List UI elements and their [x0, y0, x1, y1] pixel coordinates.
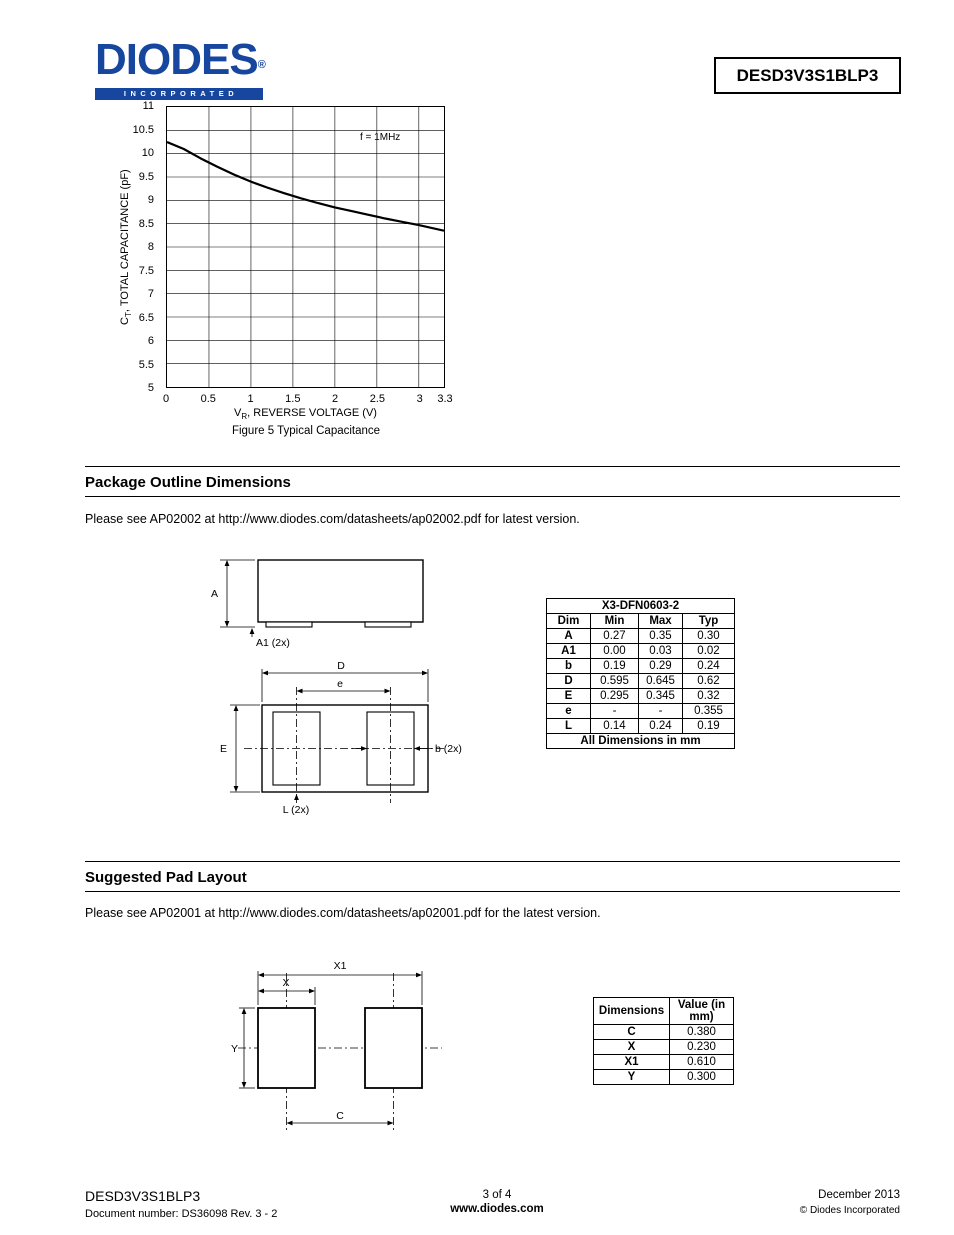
dim-label-X1: X1: [333, 960, 347, 972]
min-cell: -: [591, 704, 639, 719]
pad-layout-table: [593, 997, 734, 1085]
section-title-pad-layout: Suggested Pad Layout: [85, 869, 247, 886]
col-header-dim: Dim: [547, 614, 591, 629]
chart-x-tick-labels: [162, 393, 453, 407]
min-cell: 0.00: [591, 644, 639, 659]
dimension-A1: [250, 628, 255, 637]
dim-label-b: b (2x): [435, 743, 462, 755]
min-cell: 0.295: [591, 689, 639, 704]
max-cell: 0.645: [639, 674, 683, 689]
footer-part-number: DESD3V3S1BLP3: [85, 1188, 201, 1204]
max-cell: 0.24: [639, 719, 683, 734]
dimension-A: [220, 560, 255, 627]
y-tick-label: 10: [141, 147, 154, 159]
table-header-row: [547, 614, 735, 629]
col-header-dimensions: Dimensions: [594, 998, 670, 1025]
pad-dim-cell: X: [594, 1040, 670, 1055]
table-row: [594, 1070, 734, 1085]
y-tick-label: 5.5: [138, 358, 154, 371]
ylabel-sub: T: [124, 312, 134, 317]
diodes-logo: [95, 35, 265, 100]
pad-value-cell: 0.300: [670, 1070, 734, 1085]
dim-label-e: e: [337, 678, 343, 690]
y-tick-label: 6: [147, 335, 154, 347]
dim-label-A: A: [210, 588, 218, 600]
x-tick-label: 0.5: [200, 393, 216, 405]
table-row: [547, 629, 735, 644]
package-outline-note: Please see AP02002 at http://www.diodes.com/datasheets/ap02002.pdf for latest version.: [85, 512, 580, 526]
max-cell: 0.29: [639, 659, 683, 674]
dim-cell: A: [547, 629, 591, 644]
part-number-box: DESD3V3S1BLP3: [714, 57, 901, 94]
chart-plot-area: [166, 106, 445, 388]
typ-cell: 0.62: [683, 674, 735, 689]
logo-text: DIODES: [95, 35, 258, 84]
dim-label-Y: Y: [230, 1043, 238, 1055]
logo-wordmark: [95, 35, 265, 87]
xlabel-sub: R: [241, 412, 248, 422]
xlabel-prefix: V: [234, 407, 242, 419]
registered-mark: ®: [257, 59, 265, 71]
pad-value-cell: 0.380: [670, 1025, 734, 1040]
min-cell: 0.14: [591, 719, 639, 734]
bottom-view: [244, 687, 446, 803]
section-pad-layout: [85, 861, 900, 892]
typ-cell: 0.24: [683, 659, 735, 674]
footer-copyright: © Diodes Incorporated: [799, 1205, 900, 1216]
left-pad: [258, 1008, 315, 1088]
y-tick-label: 9.5: [138, 170, 154, 183]
pad-layout-note: Please see AP02001 at http://www.diodes.com/datasheets/ap02001.pdf for the latest version.: [85, 906, 601, 920]
dim-cell: b: [547, 659, 591, 674]
typ-cell: 0.32: [683, 689, 735, 704]
table-row: [547, 659, 735, 674]
pad-dim-cell: Y: [594, 1070, 670, 1085]
col-header-max: Max: [639, 614, 683, 629]
table-row: [547, 644, 735, 659]
ylabel-prefix: C: [118, 316, 131, 325]
y-tick-label: 7: [147, 288, 154, 300]
footer-website: www.diodes.com: [450, 1203, 544, 1215]
dim-label-D: D: [337, 660, 345, 672]
y-tick-label: 10.5: [132, 123, 154, 136]
table-header-row: [594, 998, 734, 1025]
pad-dim-cell: C: [594, 1025, 670, 1040]
right-pad: [365, 1008, 422, 1088]
dim-cell: L: [547, 719, 591, 734]
max-cell: 0.345: [639, 689, 683, 704]
table-row: [547, 689, 735, 704]
package-outline-dim-table: [546, 598, 735, 749]
dimension-L: [294, 794, 299, 800]
min-cell: 0.595: [591, 674, 639, 689]
table-row: [547, 674, 735, 689]
footer-page-number: 3 of 4: [482, 1189, 512, 1201]
dim-label-E: E: [219, 743, 227, 755]
min-cell: 0.27: [591, 629, 639, 644]
pad-layout-drawing: [230, 953, 490, 1143]
x-tick-label: 2.5: [369, 393, 385, 405]
pad-dim-cell: X1: [594, 1055, 670, 1070]
typ-cell: 0.355: [683, 704, 735, 719]
footer-right: [800, 1189, 900, 1216]
dim-cell: D: [547, 674, 591, 689]
col-header-value: Value (in mm): [670, 998, 734, 1025]
col-header-min: Min: [591, 614, 639, 629]
pad-value-cell: 0.230: [670, 1040, 734, 1055]
min-cell: 0.19: [591, 659, 639, 674]
table-row: [547, 719, 735, 734]
capacitance-chart: [166, 106, 445, 388]
table-row: [594, 1025, 734, 1040]
dim-label-A1: A1 (2x): [256, 637, 290, 649]
logo-incorporated-bar: INCORPORATED: [95, 88, 263, 100]
chart-x-axis-label: [166, 407, 445, 421]
table-row: [594, 1055, 734, 1070]
y-tick-label: 7.5: [138, 264, 154, 277]
ylabel-rest: , TOTAL CAPACITANCE (pF): [118, 169, 131, 313]
x-tick-label: 1: [247, 393, 254, 405]
table-row: [547, 704, 735, 719]
typ-cell: 0.02: [683, 644, 735, 659]
xlabel-rest: , REVERSE VOLTAGE (V): [247, 407, 377, 419]
x-tick-label: 0: [162, 393, 170, 405]
chart-annotation: f = 1MHz: [360, 132, 401, 143]
x-tick-label: 3.3: [437, 393, 453, 405]
section-package-outline: [85, 466, 900, 497]
table-row: [594, 1040, 734, 1055]
section-title-package-outline: Package Outline Dimensions: [85, 474, 291, 491]
dim-label-X: X: [282, 977, 290, 989]
y-tick-label: 8: [147, 241, 154, 253]
max-cell: 0.35: [639, 629, 683, 644]
side-view: [258, 560, 423, 627]
y-tick-label: 9: [147, 194, 154, 206]
y-tick-label: 6.5: [138, 311, 154, 324]
dim-cell: A1: [547, 644, 591, 659]
package-outline-drawing: [200, 545, 480, 835]
x-tick-label: 3: [416, 393, 423, 405]
figure-caption: Figure 5 Typical Capacitance: [231, 425, 381, 437]
all-dimensions-note: All Dimensions in mm: [547, 734, 735, 749]
dim-cell: E: [547, 689, 591, 704]
package-code: X3-DFN0603-2: [547, 599, 735, 614]
dimension-D: [262, 669, 428, 702]
typ-cell: 0.19: [683, 719, 735, 734]
max-cell: -: [639, 704, 683, 719]
footer-date: December 2013: [818, 1189, 900, 1201]
table-footer-row: [547, 734, 735, 749]
y-tick-label: 11: [142, 100, 154, 112]
dim-label-C: C: [336, 1110, 344, 1122]
footer-document-number: Document number: DS36098 Rev. 3 - 2: [85, 1208, 278, 1220]
y-tick-label: 5: [147, 382, 154, 394]
x-tick-label: 2: [332, 393, 339, 405]
x-tick-label: 1.5: [285, 393, 301, 405]
chart-y-tick-labels: [118, 100, 160, 394]
table-title-row: [547, 599, 735, 614]
typ-cell: 0.30: [683, 629, 735, 644]
dim-cell: e: [547, 704, 591, 719]
max-cell: 0.03: [639, 644, 683, 659]
dim-label-L: L (2x): [282, 804, 310, 816]
y-tick-label: 8.5: [138, 217, 154, 230]
pad-value-cell: 0.610: [670, 1055, 734, 1070]
dimension-e: [297, 689, 391, 694]
col-header-typ: Typ: [683, 614, 735, 629]
